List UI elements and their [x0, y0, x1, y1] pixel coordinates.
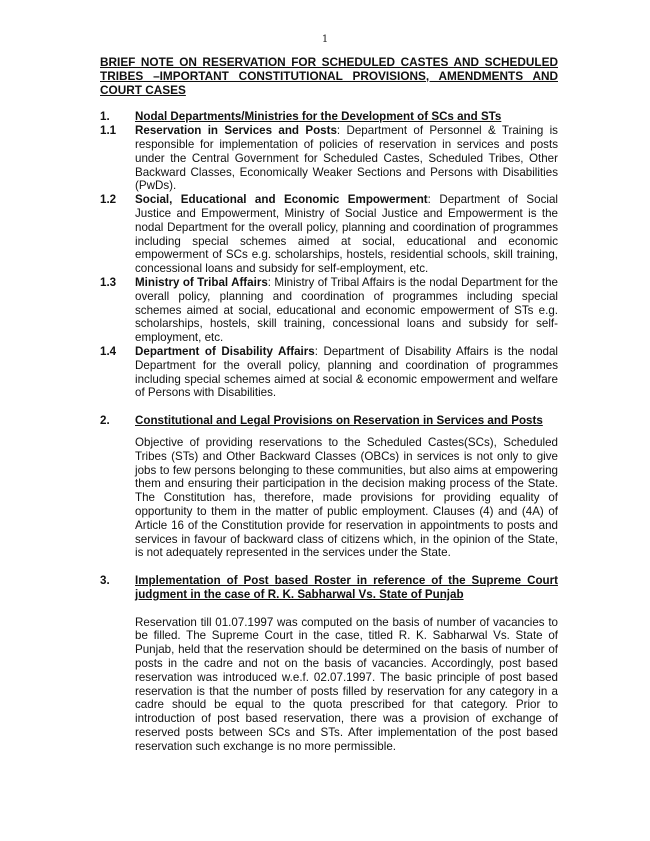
subsection-number: 1.4 [100, 344, 117, 358]
subsection-text: : Department of Social Justice and Empowerment, Ministry of Social Justice and Empowerment is the nodal Department for the overall policy, planning and coordination of programmes including special schemes aimed at social, educational and economic empowerment of SCs e.g. scholarships, hostels, residential schools, skill training, concessional loans and subsidy for self-employment, etc. [135, 193, 558, 276]
subsection-text: : Department of Disability Affairs is the nodal Department for the overall policy, planning and coordination of programmes including special schemes aimed at social & economic empowerment and welfare of Persons with Disabilities. [135, 344, 558, 400]
section-number: 2. [100, 414, 110, 428]
section-heading: Constitutional and Legal Provisions on Reservation in Services and Posts [135, 414, 543, 428]
section-number: 3. [100, 574, 110, 588]
section-3-heading-row [100, 574, 558, 602]
page-number: 1 [321, 34, 329, 45]
subsection-lead: Reservation in Services and Posts [135, 124, 337, 138]
section-2-paragraph: Objective of providing reservations to the Scheduled Castes(SCs), Scheduled Tribes (STs) and Other Backward Classes (OBCs) in services is not only to give jobs to few persons belonging to these communities, but also aims at empowering them and ensuring their participation in the decision making process of the State. The Constitution has, therefore, made provisions for providing equality of opportunity to them in the matter of public employment. Clauses (4) and (4A) of Article 16 of the Constitution provide for reservation in appointments to posts and services in favour of backward class of citizens which, in the opinion of the State, is not adequately represented in the services under the State. [135, 435, 558, 560]
document-body [100, 56, 558, 754]
subsection-number: 1.2 [100, 193, 117, 207]
subsection-number: 1.3 [100, 275, 117, 289]
section-3-paragraph: Reservation till 01.07.1997 was computed on the basis of number of vacancies to be filled. The Supreme Court in the case, titled R. K. Sabharwal Vs. State of Punjab, held that the reservation should be determined on the basis of number of posts in the cadre and not on the basis of vacancies. Accordingly, post based reservation was introduced w.e.f. 02.07.1997. The basic principle of post based reservation is that the number of posts filled by reservation for any category in a cadre should be equal to the quota prescribed for that category. Prior to introduction of post based reservation, there was a provision of exchange of reserved posts between SCs and STs. After implementation of the post based reservation such exchange is no more permissible. [135, 615, 558, 753]
section-number: 1. [100, 110, 110, 124]
section-1-heading-row [100, 110, 558, 124]
section-heading: Nodal Departments/Ministries for the Development of SCs and STs [135, 110, 502, 124]
document-title: BRIEF NOTE ON RESERVATION FOR SCHEDULED CASTES AND SCHEDULED TRIBES –IMPORTANT CONSTITUTIONAL PROVISIONS, AMENDMENTS AND COURT CASES [100, 55, 558, 97]
subsection-text: : Ministry of Tribal Affairs is the nodal Department for the overall policy, planning and coordination of programmes including special schemes aimed at social, educational and economic empowerment of STs e.g. scholarships, hostels, skill training, concessional loans and subsidy for self-employment, etc. [135, 275, 558, 345]
subsection-1-3 [100, 276, 558, 345]
subsection-lead: Department of Disability Affairs [135, 344, 315, 358]
subsection-1-2 [100, 193, 558, 276]
subsection-lead: Social, Educational and Economic Empowerment [135, 193, 428, 207]
subsection-number: 1.1 [100, 124, 117, 138]
subsection-text: : Department of Personnel & Training is responsible for implementation of policies of reservation in services and posts under the Central Government for Scheduled Castes, Scheduled Tribes, Other Backward Classes, Economically Weaker Sections and Persons with Disabilities (PwDs). [135, 124, 558, 193]
subsection-lead: Ministry of Tribal Affairs [135, 275, 268, 289]
section-heading: Implementation of Post based Roster in reference of the Supreme Court judgment in the case of R. K. Sabharwal Vs. State of Punjab [135, 574, 558, 601]
section-2-heading-row [100, 414, 558, 428]
subsection-1-1 [100, 124, 558, 193]
subsection-1-4 [100, 345, 558, 400]
